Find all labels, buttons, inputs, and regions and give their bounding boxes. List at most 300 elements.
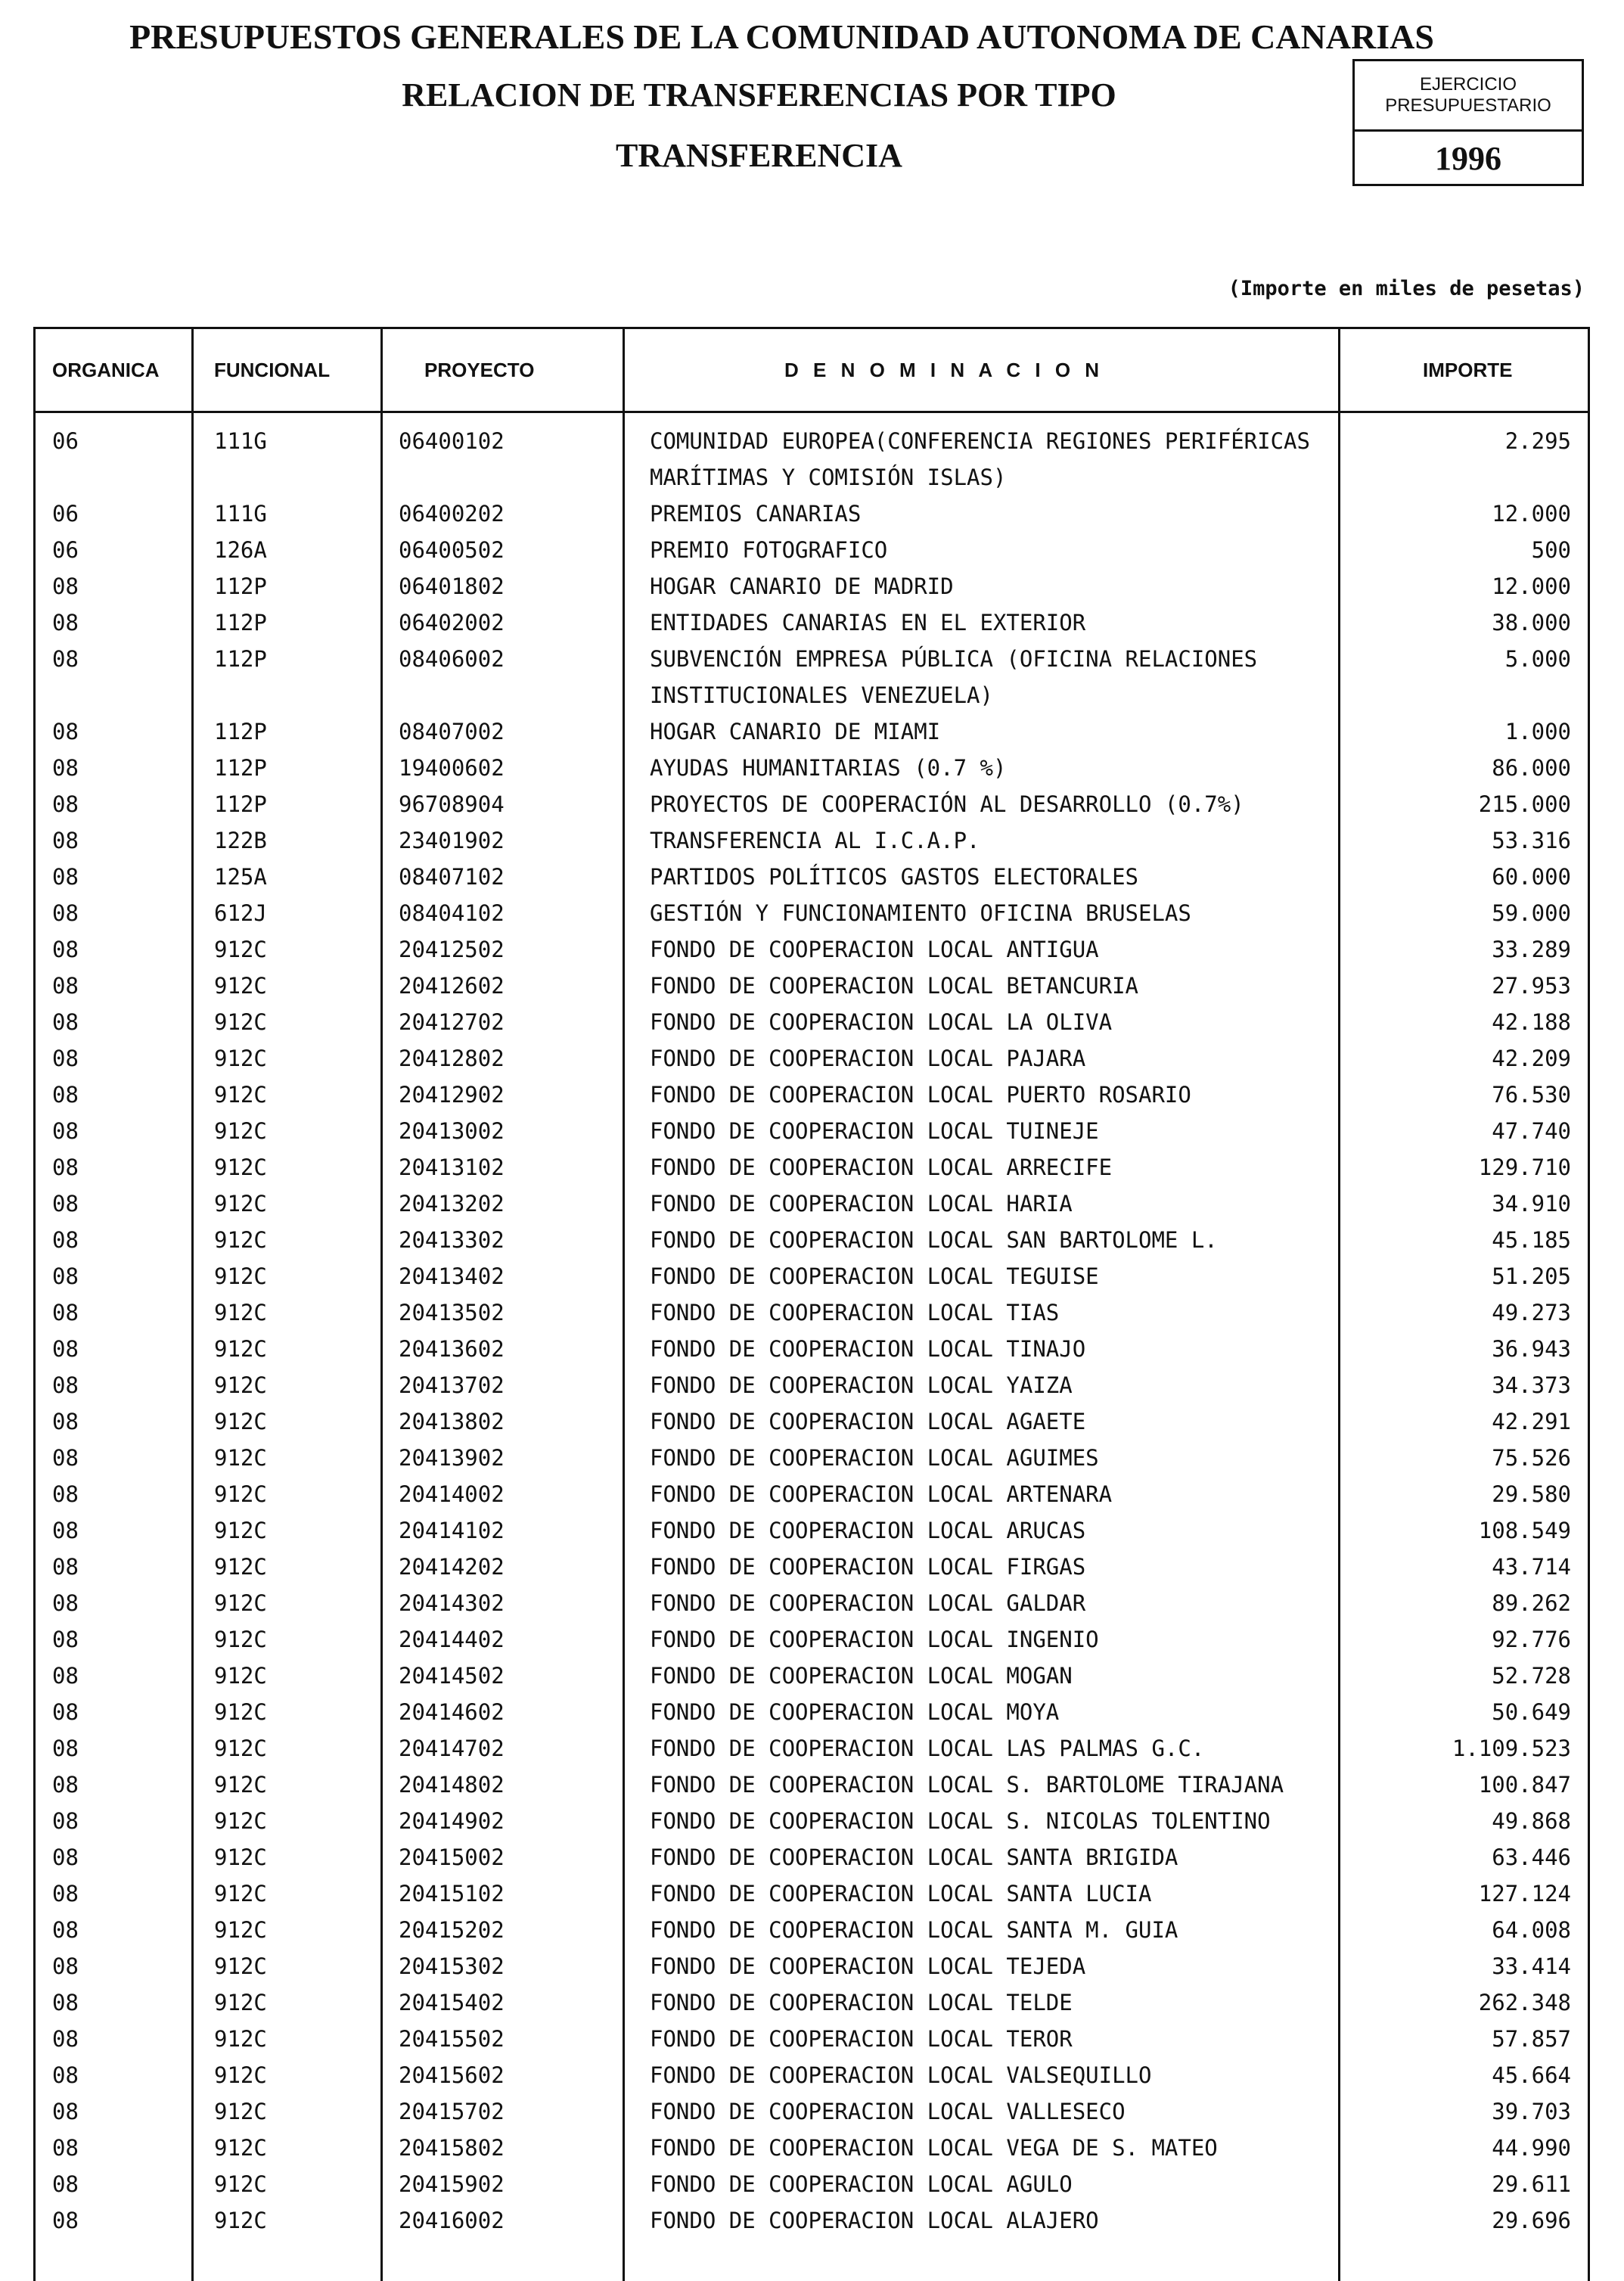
cell-importe: 33.414	[1492, 1953, 1571, 1979]
cell-organica: 08	[52, 2171, 79, 2197]
cell-denominacion: GESTIÓN Y FUNCIONAMIENTO OFICINA BRUSELAS	[650, 900, 1191, 926]
cell-funcional: 111G	[214, 501, 267, 527]
transfers-table	[33, 327, 1590, 2281]
cell-organica: 08	[52, 2026, 79, 2052]
cell-organica: 08	[52, 864, 79, 890]
cell-proyecto: 20414002	[399, 1481, 505, 1507]
cell-importe: 29.611	[1492, 2171, 1571, 2197]
cell-denominacion: FONDO DE COOPERACION LOCAL SANTA LUCIA	[650, 1881, 1152, 1907]
cell-proyecto: 20413502	[399, 1300, 505, 1325]
cell-importe: 29.696	[1492, 2208, 1571, 2233]
cell-importe: 215.000	[1478, 791, 1571, 817]
cell-proyecto: 96708904	[399, 791, 505, 817]
cell-organica: 08	[52, 1046, 79, 1071]
column-header-organica: ORGANICA	[52, 358, 160, 381]
cell-proyecto: 20414602	[399, 1699, 505, 1725]
cell-importe: 75.526	[1492, 1445, 1571, 1471]
cell-organica: 08	[52, 719, 79, 744]
cell-proyecto: 20416002	[399, 2208, 505, 2233]
table-row	[36, 2057, 1588, 2093]
table-row	[36, 2093, 1588, 2130]
cell-funcional: 912C	[214, 1336, 267, 1362]
cell-funcional: 112P	[214, 646, 267, 672]
cell-denominacion: FONDO DE COOPERACION LOCAL TINAJO	[650, 1336, 1086, 1362]
cell-proyecto: 20415602	[399, 2062, 505, 2088]
cell-proyecto: 08407102	[399, 864, 505, 890]
cell-denominacion: COMUNIDAD EUROPEA(CONFERENCIA REGIONES PERIFÉRICAS MARÍTIMAS Y COMISIÓN ISLAS)	[650, 428, 1310, 490]
table-row	[36, 1912, 1588, 1948]
cell-organica: 08	[52, 1953, 79, 1979]
cell-funcional: 912C	[214, 1263, 267, 1289]
table-row	[36, 1839, 1588, 1875]
cell-importe: 12.000	[1492, 501, 1571, 527]
cell-funcional: 912C	[214, 2208, 267, 2233]
cell-importe: 60.000	[1492, 864, 1571, 890]
cell-organica: 08	[52, 1554, 79, 1580]
table-row	[36, 1512, 1588, 1549]
cell-importe: 2.295	[1504, 428, 1571, 454]
cell-denominacion: FONDO DE COOPERACION LOCAL TEJEDA	[650, 1953, 1086, 1979]
table-row	[36, 1585, 1588, 1621]
cell-proyecto: 20414102	[399, 1518, 505, 1543]
cell-organica: 08	[52, 1736, 79, 1761]
table-row	[36, 1767, 1588, 1803]
cell-funcional: 126A	[214, 537, 267, 563]
table-row	[36, 931, 1588, 968]
cell-organica: 06	[52, 501, 79, 527]
cell-denominacion: FONDO DE COOPERACION LOCAL VALSEQUILLO	[650, 2062, 1152, 2088]
table-row	[36, 1730, 1588, 1767]
cell-importe: 45.185	[1492, 1227, 1571, 1253]
cell-denominacion: FONDO DE COOPERACION LOCAL ARUCAS	[650, 1518, 1086, 1543]
cell-denominacion: FONDO DE COOPERACION LOCAL ARTENARA	[650, 1481, 1113, 1507]
table-row	[36, 786, 1588, 822]
cell-funcional: 912C	[214, 1518, 267, 1543]
table-row	[36, 2130, 1588, 2166]
cell-importe: 38.000	[1492, 610, 1571, 636]
table-row	[36, 822, 1588, 859]
cell-funcional: 912C	[214, 2099, 267, 2124]
page-title-line-2: RELACION DE TRANSFERENCIAS POR TIPO	[402, 76, 1116, 113]
cell-organica: 08	[52, 937, 79, 962]
cell-funcional: 912C	[214, 1009, 267, 1035]
table-row	[36, 1621, 1588, 1658]
table-row	[36, 1258, 1588, 1294]
cell-organica: 08	[52, 2135, 79, 2161]
cell-importe: 1.109.523	[1452, 1736, 1571, 1761]
cell-funcional: 912C	[214, 1736, 267, 1761]
cell-importe: 92.776	[1492, 1627, 1571, 1652]
cell-importe: 1.000	[1504, 719, 1571, 744]
cell-funcional: 912C	[214, 1300, 267, 1325]
cell-proyecto: 20415302	[399, 1953, 505, 1979]
cell-funcional: 912C	[214, 1409, 267, 1434]
cell-proyecto: 06402002	[399, 610, 505, 636]
table-row	[36, 1694, 1588, 1730]
cell-organica: 08	[52, 1263, 79, 1289]
cell-importe: 50.649	[1492, 1699, 1571, 1725]
table-row	[36, 968, 1588, 1004]
cell-organica: 08	[52, 1917, 79, 1943]
cell-organica: 08	[52, 1154, 79, 1180]
cell-denominacion: FONDO DE COOPERACION LOCAL SANTA M. GUIA	[650, 1917, 1178, 1943]
units-note: (Importe en miles de pesetas)	[1228, 277, 1585, 300]
table-row	[36, 1004, 1588, 1040]
cell-denominacion: FONDO DE COOPERACION LOCAL GALDAR	[650, 1590, 1086, 1616]
cell-importe: 34.910	[1492, 1191, 1571, 1217]
cell-funcional: 912C	[214, 1844, 267, 1870]
cell-importe: 47.740	[1492, 1118, 1571, 1144]
cell-denominacion: TRANSFERENCIA AL I.C.A.P.	[650, 828, 980, 853]
cell-proyecto: 20415002	[399, 1844, 505, 1870]
cell-organica: 06	[52, 537, 79, 563]
cell-importe: 12.000	[1492, 573, 1571, 599]
table-row	[36, 1984, 1588, 2021]
table-row	[36, 859, 1588, 895]
cell-organica: 08	[52, 1663, 79, 1689]
cell-denominacion: FONDO DE COOPERACION LOCAL ANTIGUA	[650, 937, 1099, 962]
table-row	[36, 1803, 1588, 1839]
table-row	[36, 1331, 1588, 1367]
cell-importe: 43.714	[1492, 1554, 1571, 1580]
cell-organica: 08	[52, 2062, 79, 2088]
cell-organica: 08	[52, 828, 79, 853]
cell-importe: 27.953	[1492, 973, 1571, 999]
cell-proyecto: 20414702	[399, 1736, 505, 1761]
cell-denominacion: FONDO DE COOPERACION LOCAL TEGUISE	[650, 1263, 1099, 1289]
cell-organica: 08	[52, 973, 79, 999]
table-row	[36, 1549, 1588, 1585]
cell-importe: 76.530	[1492, 1082, 1571, 1108]
cell-proyecto: 20413802	[399, 1409, 505, 1434]
table-row	[36, 641, 1588, 713]
table-row	[36, 2021, 1588, 2057]
cell-funcional: 912C	[214, 1118, 267, 1144]
cell-funcional: 912C	[214, 2171, 267, 2197]
cell-denominacion: FONDO DE COOPERACION LOCAL ARRECIFE	[650, 1154, 1113, 1180]
cell-organica: 08	[52, 1481, 79, 1507]
cell-proyecto: 20414502	[399, 1663, 505, 1689]
cell-funcional: 111G	[214, 428, 267, 454]
cell-proyecto: 08404102	[399, 900, 505, 926]
cell-denominacion: FONDO DE COOPERACION LOCAL AGUIMES	[650, 1445, 1099, 1471]
cell-proyecto: 20412802	[399, 1046, 505, 1071]
cell-importe: 36.943	[1492, 1336, 1571, 1362]
cell-denominacion: FONDO DE COOPERACION LOCAL AGULO	[650, 2171, 1073, 2197]
cell-denominacion: PREMIO FOTOGRAFICO	[650, 537, 888, 563]
cell-funcional: 912C	[214, 2135, 267, 2161]
table-row	[36, 2166, 1588, 2202]
cell-organica: 08	[52, 1808, 79, 1834]
cell-funcional: 125A	[214, 864, 267, 890]
table-row	[36, 1948, 1588, 1984]
table-row	[36, 2202, 1588, 2239]
cell-organica: 08	[52, 573, 79, 599]
cell-proyecto: 20414402	[399, 1627, 505, 1652]
cell-organica: 08	[52, 610, 79, 636]
table-row	[36, 1186, 1588, 1222]
cell-denominacion: FONDO DE COOPERACION LOCAL INGENIO	[650, 1627, 1099, 1652]
cell-funcional: 912C	[214, 1154, 267, 1180]
cell-funcional: 912C	[214, 1663, 267, 1689]
cell-organica: 08	[52, 1590, 79, 1616]
cell-proyecto: 20412602	[399, 973, 505, 999]
cell-importe: 42.209	[1492, 1046, 1571, 1071]
ejercicio-box	[1352, 59, 1584, 186]
cell-proyecto: 06400102	[399, 428, 505, 454]
table-row	[36, 1367, 1588, 1403]
cell-importe: 89.262	[1492, 1590, 1571, 1616]
cell-funcional: 912C	[214, 1881, 267, 1907]
table-row	[36, 1476, 1588, 1512]
cell-importe: 127.124	[1478, 1881, 1571, 1907]
cell-denominacion: FONDO DE COOPERACION LOCAL SANTA BRIGIDA	[650, 1844, 1178, 1870]
cell-proyecto: 20415902	[399, 2171, 505, 2197]
cell-organica: 08	[52, 1372, 79, 1398]
cell-denominacion: FONDO DE COOPERACION LOCAL S. NICOLAS TOLENTINO	[650, 1808, 1271, 1834]
cell-proyecto: 20415202	[399, 1917, 505, 1943]
cell-denominacion: FONDO DE COOPERACION LOCAL LAS PALMAS G.C.	[650, 1736, 1205, 1761]
cell-funcional: 112P	[214, 573, 267, 599]
cell-proyecto: 20413902	[399, 1445, 505, 1471]
cell-denominacion: SUBVENCIÓN EMPRESA PÚBLICA (OFICINA RELACIONES INSTITUCIONALES VENEZUELA)	[650, 646, 1258, 708]
ejercicio-year: 1996	[1435, 139, 1501, 177]
table-row	[36, 1440, 1588, 1476]
table-row	[36, 1294, 1588, 1331]
cell-denominacion: FONDO DE COOPERACION LOCAL VALLESECO	[650, 2099, 1126, 2124]
cell-denominacion: FONDO DE COOPERACION LOCAL HARIA	[650, 1191, 1073, 1217]
cell-funcional: 912C	[214, 1191, 267, 1217]
cell-importe: 34.373	[1492, 1372, 1571, 1398]
table-row	[36, 1077, 1588, 1113]
cell-proyecto: 20415502	[399, 2026, 505, 2052]
cell-denominacion: PREMIOS CANARIAS	[650, 501, 862, 527]
table-row	[36, 750, 1588, 786]
table-row	[36, 568, 1588, 604]
cell-denominacion: HOGAR CANARIO DE MIAMI	[650, 719, 941, 744]
cell-importe: 42.291	[1492, 1409, 1571, 1434]
cell-proyecto: 20413702	[399, 1372, 505, 1398]
column-header-denominacion: D E N O M I N A C I O N	[784, 358, 1104, 381]
cell-proyecto: 06400202	[399, 501, 505, 527]
cell-organica: 08	[52, 1627, 79, 1652]
table-row	[36, 1403, 1588, 1440]
cell-organica: 08	[52, 2099, 79, 2124]
cell-organica: 08	[52, 1009, 79, 1035]
cell-proyecto: 06401802	[399, 573, 505, 599]
cell-funcional: 912C	[214, 937, 267, 962]
cell-importe: 39.703	[1492, 2099, 1571, 2124]
table-row	[36, 1875, 1588, 1912]
cell-denominacion: FONDO DE COOPERACION LOCAL TIAS	[650, 1300, 1060, 1325]
cell-funcional: 112P	[214, 755, 267, 781]
table-row	[36, 604, 1588, 641]
cell-denominacion: FONDO DE COOPERACION LOCAL BETANCURIA	[650, 973, 1139, 999]
cell-importe: 42.188	[1492, 1009, 1571, 1035]
cell-funcional: 912C	[214, 973, 267, 999]
cell-importe: 57.857	[1492, 2026, 1571, 2052]
cell-importe: 59.000	[1492, 900, 1571, 926]
cell-denominacion: ENTIDADES CANARIAS EN EL EXTERIOR	[650, 610, 1086, 636]
cell-funcional: 912C	[214, 1481, 267, 1507]
cell-importe: 53.316	[1492, 828, 1571, 853]
cell-importe: 63.446	[1492, 1844, 1571, 1870]
cell-denominacion: FONDO DE COOPERACION LOCAL LA OLIVA	[650, 1009, 1113, 1035]
cell-funcional: 112P	[214, 791, 267, 817]
cell-denominacion: FONDO DE COOPERACION LOCAL S. BARTOLOME TIRAJANA	[650, 1772, 1284, 1798]
cell-organica: 08	[52, 755, 79, 781]
cell-importe: 500	[1531, 537, 1571, 563]
cell-funcional: 912C	[214, 1808, 267, 1834]
cell-organica: 08	[52, 646, 79, 672]
cell-denominacion: FONDO DE COOPERACION LOCAL ALAJERO	[650, 2208, 1099, 2233]
table-row	[36, 1149, 1588, 1186]
cell-proyecto: 20415702	[399, 2099, 505, 2124]
cell-proyecto: 06400502	[399, 537, 505, 563]
cell-organica: 08	[52, 791, 79, 817]
cell-denominacion: FONDO DE COOPERACION LOCAL MOYA	[650, 1699, 1060, 1725]
cell-organica: 08	[52, 1445, 79, 1471]
cell-proyecto: 20414802	[399, 1772, 505, 1798]
table-row	[36, 713, 1588, 750]
cell-importe: 100.847	[1478, 1772, 1571, 1798]
cell-organica: 08	[52, 1191, 79, 1217]
cell-organica: 08	[52, 1082, 79, 1108]
cell-funcional: 912C	[214, 1372, 267, 1398]
cell-organica: 08	[52, 1772, 79, 1798]
cell-denominacion: PARTIDOS POLÍTICOS GASTOS ELECTORALES	[650, 864, 1139, 890]
cell-proyecto: 20413402	[399, 1263, 505, 1289]
page-title-line-1: PRESUPUESTOS GENERALES DE LA COMUNIDAD AUTONOMA DE CANARIAS	[129, 17, 1434, 56]
cell-denominacion: PROYECTOS DE COOPERACIÓN AL DESARROLLO (0.7%)	[650, 791, 1244, 817]
cell-importe: 49.273	[1492, 1300, 1571, 1325]
cell-proyecto: 20413102	[399, 1154, 505, 1180]
cell-denominacion: HOGAR CANARIO DE MADRID	[650, 573, 954, 599]
cell-denominacion: FONDO DE COOPERACION LOCAL TELDE	[650, 1990, 1073, 2015]
cell-importe: 108.549	[1478, 1518, 1571, 1543]
cell-proyecto: 20415802	[399, 2135, 505, 2161]
cell-organica: 08	[52, 2208, 79, 2233]
cell-proyecto: 20412502	[399, 937, 505, 962]
cell-denominacion: FONDO DE COOPERACION LOCAL PUERTO ROSARIO	[650, 1082, 1191, 1108]
column-header-proyecto: PROYECTO	[424, 358, 535, 381]
cell-importe: 44.990	[1492, 2135, 1571, 2161]
cell-organica: 08	[52, 1409, 79, 1434]
table-row	[36, 423, 1588, 496]
cell-importe: 52.728	[1492, 1663, 1571, 1689]
table-body	[36, 423, 1588, 2239]
cell-importe: 29.580	[1492, 1481, 1571, 1507]
table-row	[36, 895, 1588, 931]
cell-funcional: 912C	[214, 1627, 267, 1652]
cell-organica: 08	[52, 1300, 79, 1325]
cell-denominacion: FONDO DE COOPERACION LOCAL PAJARA	[650, 1046, 1086, 1071]
cell-funcional: 912C	[214, 2026, 267, 2052]
cell-denominacion: FONDO DE COOPERACION LOCAL MOGAN	[650, 1663, 1073, 1689]
cell-funcional: 912C	[214, 1953, 267, 1979]
cell-proyecto: 08406002	[399, 646, 505, 672]
cell-organica: 06	[52, 428, 79, 454]
cell-funcional: 912C	[214, 1990, 267, 2015]
cell-organica: 08	[52, 900, 79, 926]
cell-proyecto: 20413602	[399, 1336, 505, 1362]
ejercicio-label-line-1: EJERCICIO	[1419, 74, 1517, 95]
table-row	[36, 1222, 1588, 1258]
cell-organica: 08	[52, 1881, 79, 1907]
cell-denominacion: AYUDAS HUMANITARIAS (0.7 %)	[650, 755, 1007, 781]
cell-proyecto: 20412702	[399, 1009, 505, 1035]
cell-proyecto: 20413002	[399, 1118, 505, 1144]
page-title-line-3: TRANSFERENCIA	[616, 137, 902, 174]
cell-organica: 08	[52, 1118, 79, 1144]
cell-denominacion: FONDO DE COOPERACION LOCAL TEROR	[650, 2026, 1073, 2052]
cell-funcional: 912C	[214, 1046, 267, 1071]
cell-proyecto: 20412902	[399, 1082, 505, 1108]
cell-importe: 33.289	[1492, 937, 1571, 962]
table-row	[36, 1040, 1588, 1077]
cell-proyecto: 20415102	[399, 1881, 505, 1907]
cell-funcional: 912C	[214, 1445, 267, 1471]
cell-funcional: 912C	[214, 1082, 267, 1108]
cell-denominacion: FONDO DE COOPERACION LOCAL VEGA DE S. MATEO	[650, 2135, 1218, 2161]
cell-funcional: 912C	[214, 1772, 267, 1798]
cell-proyecto: 20414302	[399, 1590, 505, 1616]
cell-proyecto: 20413302	[399, 1227, 505, 1253]
cell-funcional: 912C	[214, 1917, 267, 1943]
column-header-importe: IMPORTE	[1423, 358, 1513, 381]
cell-denominacion: FONDO DE COOPERACION LOCAL YAIZA	[650, 1372, 1073, 1398]
cell-proyecto: 20414202	[399, 1554, 505, 1580]
cell-organica: 08	[52, 1990, 79, 2015]
ejercicio-label	[1355, 61, 1582, 132]
table-header	[36, 329, 1588, 413]
cell-denominacion: FONDO DE COOPERACION LOCAL TUINEJE	[650, 1118, 1099, 1144]
cell-proyecto: 19400602	[399, 755, 505, 781]
cell-proyecto: 20413202	[399, 1191, 505, 1217]
cell-importe: 49.868	[1492, 1808, 1571, 1834]
cell-importe: 5.000	[1504, 646, 1571, 672]
cell-funcional: 912C	[214, 1554, 267, 1580]
cell-importe: 64.008	[1492, 1917, 1571, 1943]
cell-funcional: 612J	[214, 900, 267, 926]
cell-importe: 262.348	[1478, 1990, 1571, 2015]
cell-importe: 86.000	[1492, 755, 1571, 781]
cell-organica: 08	[52, 1336, 79, 1362]
cell-funcional: 912C	[214, 2062, 267, 2088]
cell-importe: 51.205	[1492, 1263, 1571, 1289]
cell-proyecto: 08407002	[399, 719, 505, 744]
cell-proyecto: 20415402	[399, 1990, 505, 2015]
cell-denominacion: FONDO DE COOPERACION LOCAL AGAETE	[650, 1409, 1086, 1434]
column-header-funcional: FUNCIONAL	[214, 358, 331, 381]
table-row	[36, 496, 1588, 532]
cell-proyecto: 20414902	[399, 1808, 505, 1834]
cell-organica: 08	[52, 1699, 79, 1725]
cell-denominacion: FONDO DE COOPERACION LOCAL SAN BARTOLOME L.	[650, 1227, 1218, 1253]
cell-importe: 129.710	[1478, 1154, 1571, 1180]
cell-proyecto: 23401902	[399, 828, 505, 853]
table-row	[36, 1113, 1588, 1149]
cell-funcional: 912C	[214, 1227, 267, 1253]
ejercicio-label-line-2: PRESUPUESTARIO	[1385, 95, 1551, 116]
table-row	[36, 532, 1588, 568]
cell-funcional: 122B	[214, 828, 267, 853]
cell-importe: 45.664	[1492, 2062, 1571, 2088]
cell-funcional: 112P	[214, 719, 267, 744]
cell-organica: 08	[52, 1227, 79, 1253]
cell-funcional: 112P	[214, 610, 267, 636]
table-row	[36, 1658, 1588, 1694]
